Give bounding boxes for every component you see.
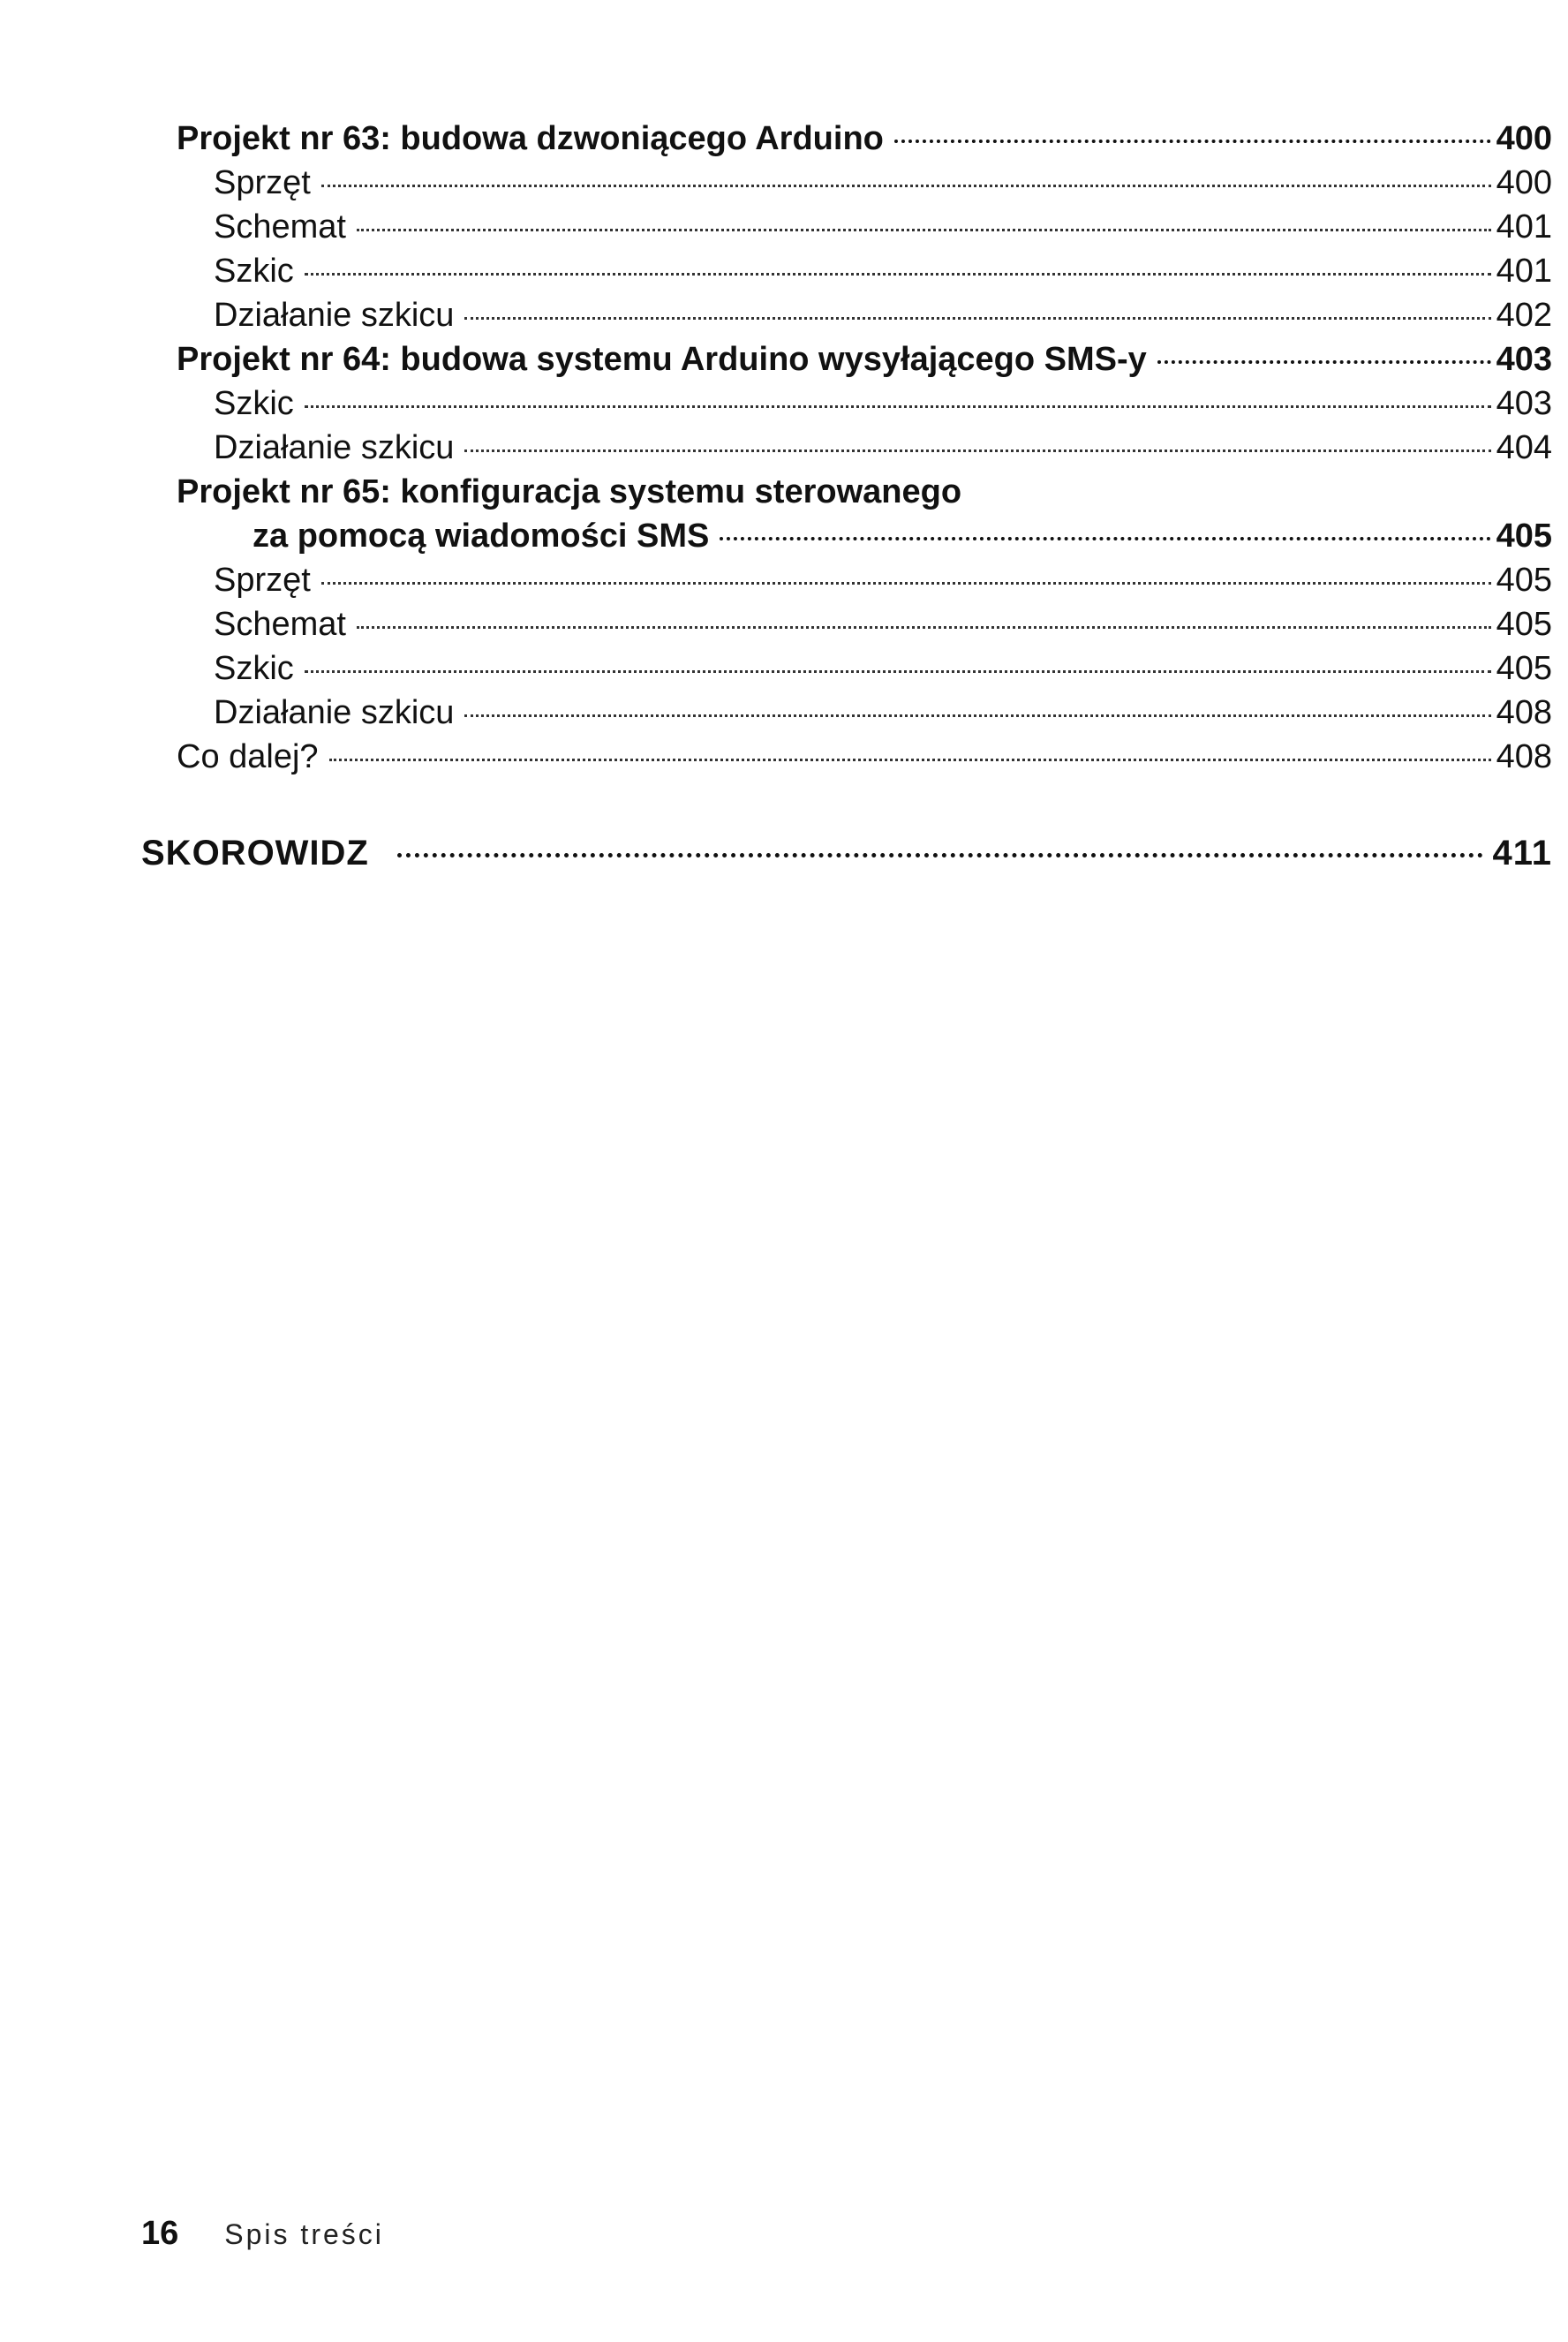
toc-entry-dzialanie-szkicu[interactable]: [177, 691, 1552, 735]
toc-entry-page: 408: [1496, 694, 1552, 731]
toc-entry-label: Szkic: [214, 385, 294, 422]
toc-entry-schemat[interactable]: [177, 205, 1552, 249]
toc-entry-sprzet[interactable]: [177, 558, 1552, 602]
toc-entry-label: Co dalej?: [177, 738, 319, 775]
toc-entry-page: 400: [1496, 120, 1552, 157]
toc-entry-dzialanie-szkicu[interactable]: [177, 293, 1552, 337]
toc-entry-projekt-63[interactable]: [177, 117, 1552, 161]
dot-leader: [305, 273, 1491, 276]
toc-entry-label: Projekt nr 64: budowa systemu Arduino wysyłającego SMS-y: [177, 341, 1147, 378]
page-number: 16: [141, 2215, 179, 2252]
toc-entry-page: 405: [1496, 650, 1552, 687]
dot-leader: [329, 759, 1491, 761]
dot-leader: [357, 229, 1491, 231]
toc-entry-label: Projekt nr 65: konfiguracja systemu sterowanego: [177, 473, 962, 510]
dot-leader: [305, 670, 1491, 673]
toc-entry-co-dalej[interactable]: [177, 735, 1552, 779]
running-title: Spis treści: [224, 2218, 384, 2250]
toc-entry-label: SKOROWIDZ: [141, 834, 369, 873]
toc-entry-label: Szkic: [214, 253, 294, 290]
toc-entry-page: 405: [1496, 606, 1552, 643]
toc-entry-page: 405: [1496, 518, 1552, 555]
toc-entry-page: 401: [1496, 208, 1552, 246]
toc-entry-label: Sprzęt: [214, 164, 311, 201]
page-footer: [141, 2215, 384, 2253]
dot-leader: [321, 185, 1491, 187]
dot-leader: [397, 853, 1484, 857]
toc-entry-label: Schemat: [214, 606, 346, 643]
toc-entry-label: Działanie szkicu: [214, 429, 455, 466]
toc-entry-sprzet[interactable]: [177, 161, 1552, 205]
toc-entry-label: Działanie szkicu: [214, 694, 455, 731]
toc-entry-page: 402: [1496, 297, 1552, 334]
dot-leader: [1157, 360, 1491, 364]
toc-entry-szkic[interactable]: [177, 646, 1552, 691]
dot-leader: [321, 582, 1491, 585]
toc-entry-szkic[interactable]: [177, 382, 1552, 426]
toc-entry-label: Działanie szkicu: [214, 297, 455, 334]
toc-entry-projekt-64[interactable]: [177, 337, 1552, 382]
toc-entry-label: Sprzęt: [214, 562, 311, 599]
toc-entry-label: za pomocą wiadomości SMS: [253, 518, 710, 555]
dot-leader: [464, 450, 1490, 452]
toc-entry-page: 403: [1496, 385, 1552, 422]
toc-entry-page: 403: [1496, 341, 1552, 378]
dot-leader: [464, 317, 1490, 320]
toc-entry-projekt-65[interactable]: [177, 470, 1552, 514]
toc-entry-dzialanie-szkicu[interactable]: [177, 426, 1552, 470]
toc-entry-page: 401: [1496, 253, 1552, 290]
dot-leader: [894, 140, 1491, 143]
toc-entry-schemat[interactable]: [177, 602, 1552, 646]
toc-entry-skorowidz[interactable]: [141, 834, 1552, 873]
dot-leader: [720, 537, 1490, 540]
toc-entry-page: 411: [1492, 834, 1552, 873]
table-of-contents: [177, 117, 1552, 779]
toc-entry-page: 405: [1496, 562, 1552, 599]
toc-entry-page: 404: [1496, 429, 1552, 466]
toc-entry-label: Szkic: [214, 650, 294, 687]
toc-entry-page: 408: [1496, 738, 1552, 775]
toc-entry-label: Schemat: [214, 208, 346, 246]
dot-leader: [305, 405, 1491, 408]
toc-entry-page: 400: [1496, 164, 1552, 201]
dot-leader: [357, 626, 1491, 629]
toc-entry-szkic[interactable]: [177, 249, 1552, 293]
toc-entry-label: Projekt nr 63: budowa dzwoniącego Arduino: [177, 120, 884, 157]
dot-leader: [464, 714, 1490, 717]
toc-entry-projekt-65-continued[interactable]: [177, 514, 1552, 558]
